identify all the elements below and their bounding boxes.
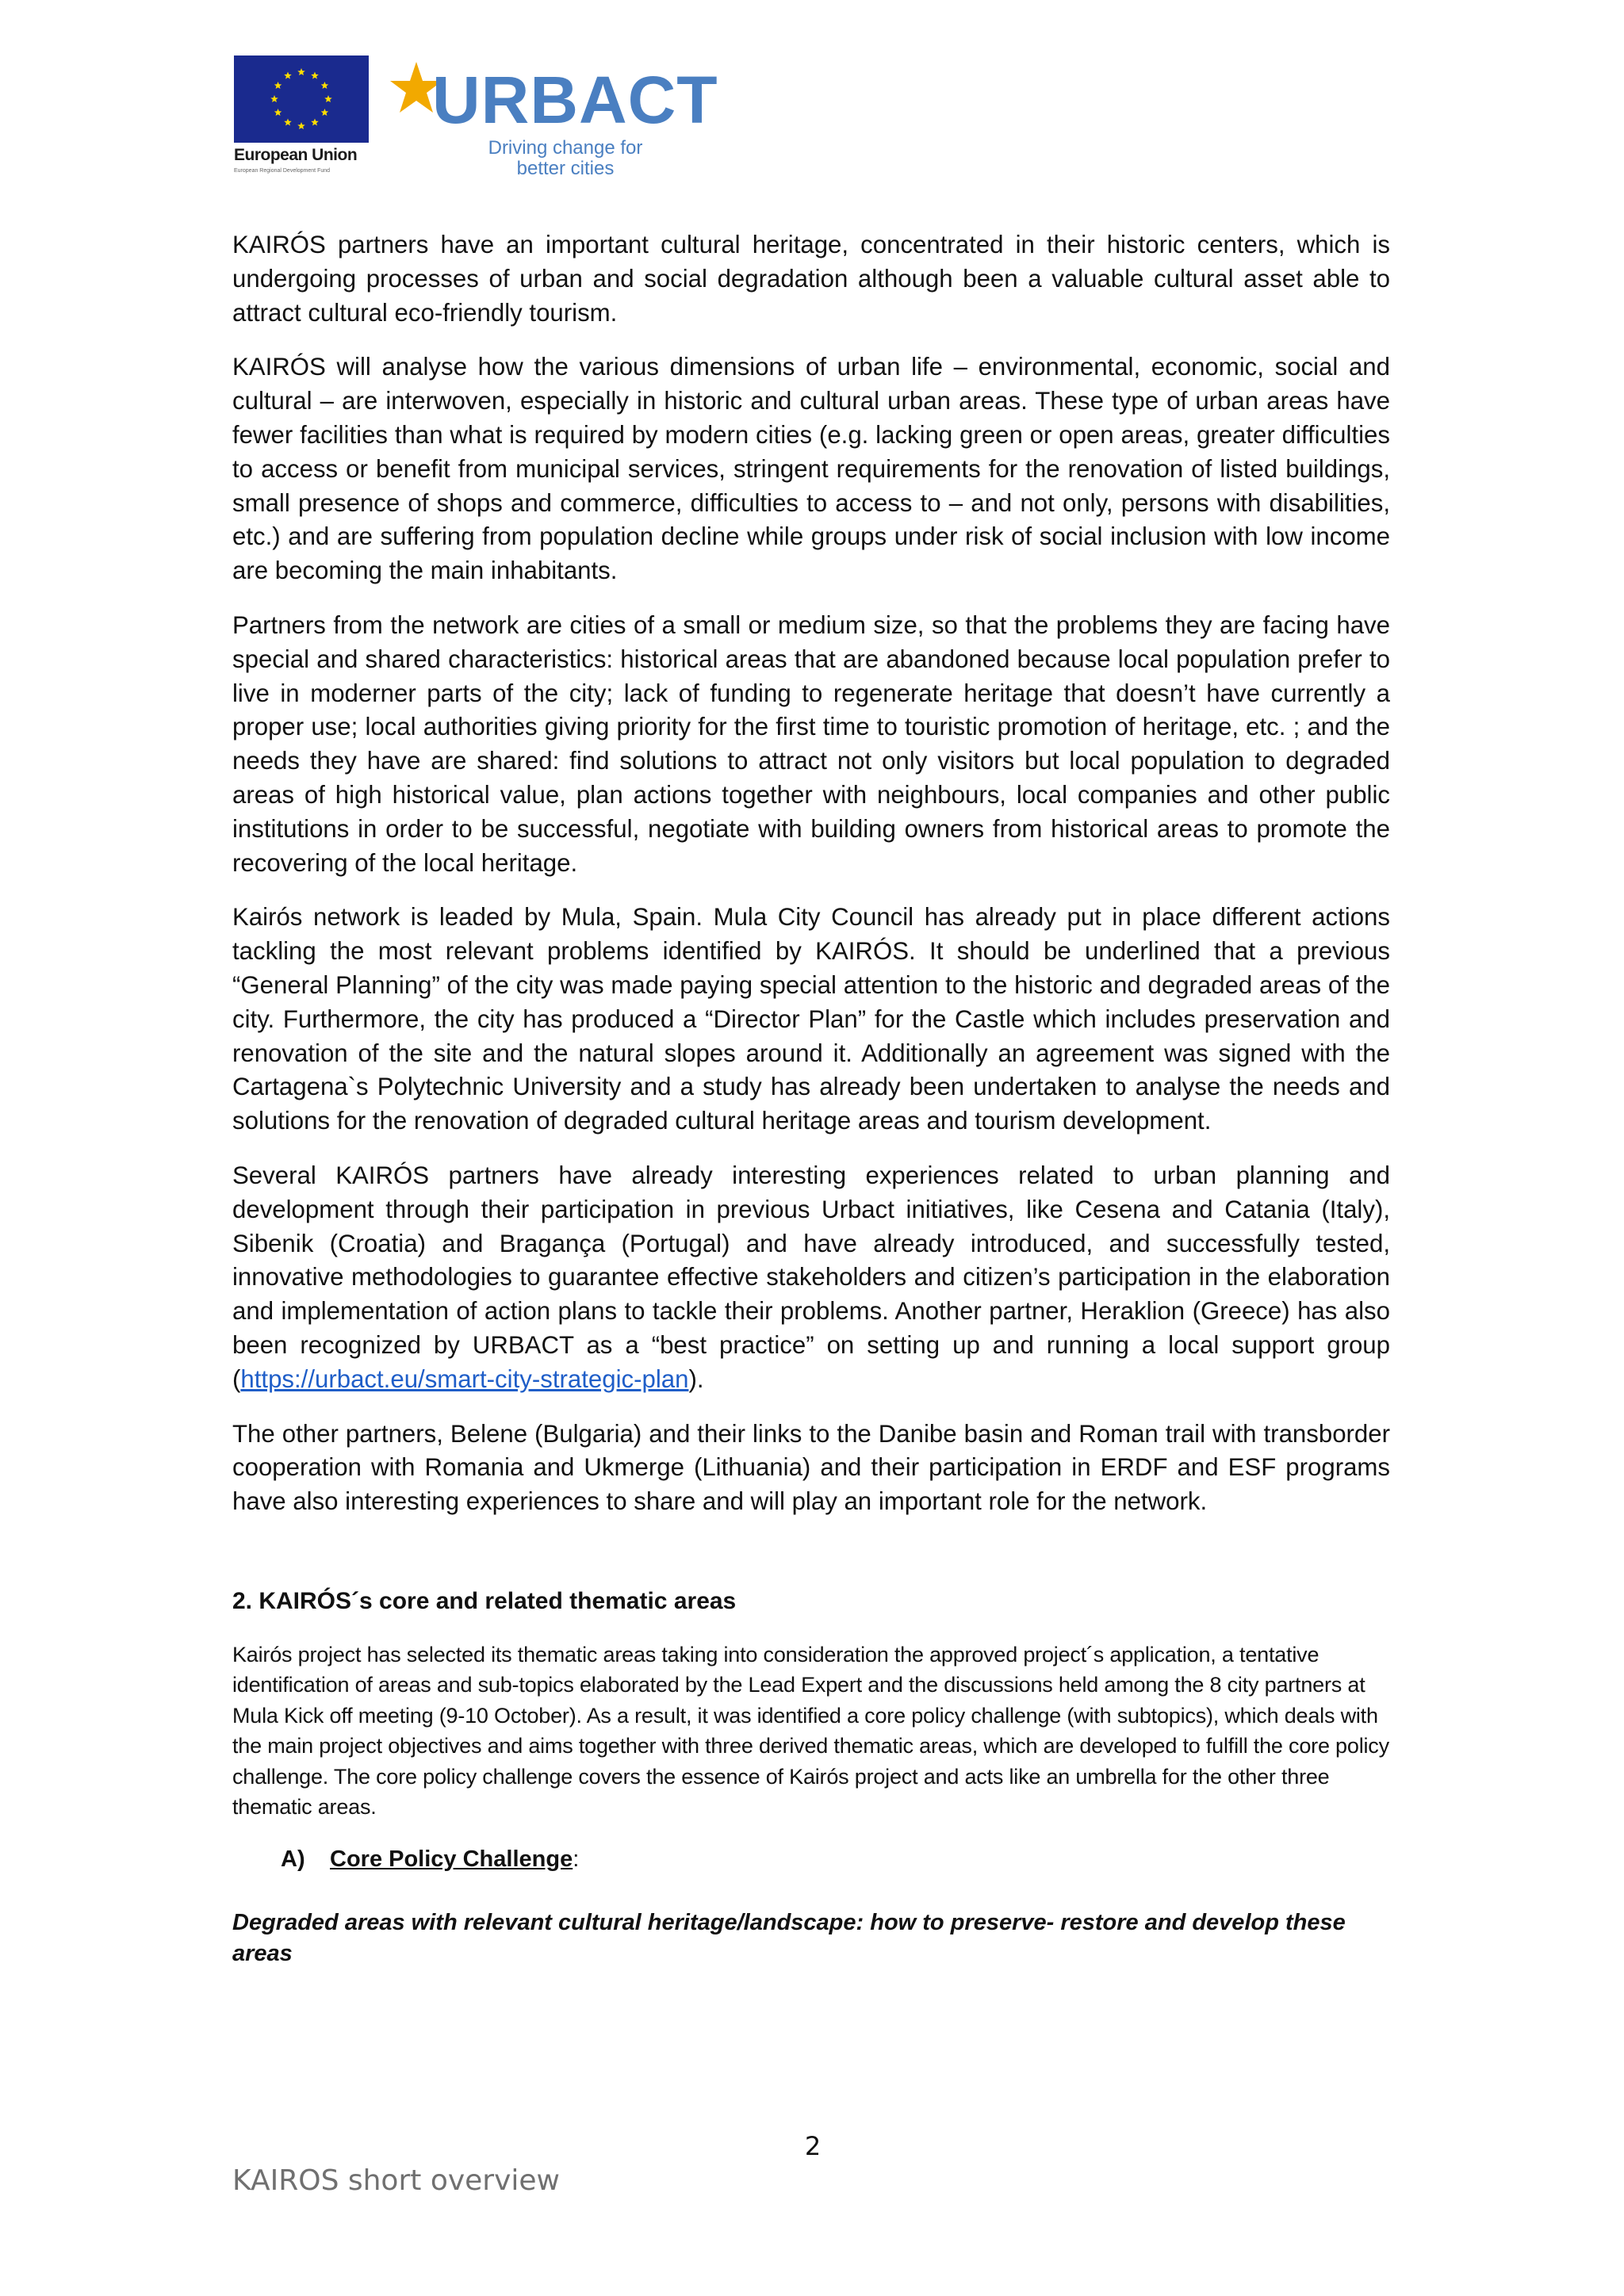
list-marker: A) xyxy=(281,1846,305,1872)
eu-star-icon xyxy=(321,109,329,116)
page-number: 2 xyxy=(804,2131,822,2161)
list-colon: : xyxy=(573,1846,580,1872)
paragraph-5-end: ). xyxy=(688,1364,704,1393)
paragraph-4: Kairós network is leaded by Mula, Spain. Mula City Council has already put in place different actions tackling the most relevant problems identified by KAIRÓS. It should be underlined that a previous “General Planning” of the city was made paying special attention to the historic and degraded areas of the city. Furthermore, the city has produced a “Director Plan” for the Castle which includes preservation and renovation of the site and the natural slopes around it. Additionally an agreement was signed with the Cartagena`s Polytechnic University and a study has already been undertaken to analyse the needs and solutions for the renovation of degraded cultural heritage areas and tourism development. xyxy=(232,903,1390,1135)
eu-star-icon xyxy=(297,68,305,75)
paragraph-2: KAIRÓS will analyse how the various dimensions of urban life – environmental, economic, social and cultural – are interwoven, especially in historic and cultural urban areas. These type of urban areas have fewer facilities than what is required by modern cities (e.g. lacking green or open areas, greater difficulties to access or benefit from municipal services, stringent requirements for the renovation of listed buildings, small presence of shops and commerce, difficulties to access to – and not only, persons with disabilities, etc.) and are suffering from population decline while groups under risk of social inclusion with low income are becoming the main inhabitants. xyxy=(232,353,1390,585)
eu-label: European Union xyxy=(234,146,358,164)
eu-star-icon xyxy=(311,118,319,125)
footer-doc-title: KAIROS short overview xyxy=(232,2164,560,2197)
paragraph-5 xyxy=(232,1159,1390,1397)
eu-flag-logo xyxy=(234,55,369,143)
eu-star-icon xyxy=(270,95,278,102)
strategic-plan-link[interactable]: https://urbact.eu/smart-city-strategic-plan xyxy=(240,1364,689,1393)
eu-sub-label: European Regional Development Fund xyxy=(234,168,331,174)
eu-star-icon xyxy=(321,82,329,89)
eu-star-icon xyxy=(284,72,292,79)
urbact-logo-text: URBACT xyxy=(432,63,718,137)
eu-star-icon xyxy=(274,109,282,116)
list-label: Core Policy Challenge xyxy=(330,1846,573,1872)
eu-star-icon xyxy=(311,72,319,79)
paragraph-6: The other partners, Belene (Bulgaria) and their links to the Danibe basin and Roman trail with transborder cooperation with Romania and Ukmerge (Lithuania) and their participation in ERDF and ESF programs have also interesting experiences to share and will play an important role for the network. xyxy=(232,1419,1390,1516)
urbact-tagline: Driving change for better cities xyxy=(488,137,643,179)
header-logos xyxy=(234,55,718,190)
paragraph-1: KAIRÓS partners have an important cultural heritage, concentrated in their historic centers, which is undergoing processes of urban and social degradation although been a valuable cultural asset able to attract cultural eco-friendly tourism. xyxy=(232,231,1390,327)
paragraph-5-text: Several KAIRÓS partners have already interesting experiences related to urban planning and development through their participation in previous Urbact initiatives, like Cesena and Catania (Italy), Sibenik (Croatia) and Bragança (Portugal) and have already introduced, and successfully tested, innovative methodologies to guarantee effective stakeholders and citizen’s participation in the elaboration and implementation of action plans to tackle their problems. Another partner, Heraklion (Greece) has also been recognized by URBACT as a “best practice” on setting up and running a local support group ( xyxy=(232,1161,1390,1393)
section-heading: 2. KAIRÓS´s core and related thematic areas xyxy=(232,1587,737,1614)
eu-star-icon xyxy=(284,118,292,125)
section-intro: Kairós project has selected its thematic areas taking into consideration the approved project´s application, a tentative identification of areas and sub-topics elaborated by the Lead Expert and the discussions held among the 8 city partners at Mula Kick off meeting (9-10 October). As a result, it was identified a core policy challenge (with subtopics), which deals with the main project objectives and aims together with three derived thematic areas, which are developed to fulfill the core policy challenge. The core policy challenge covers the essence of Kairós project and acts like an umbrella for the other three thematic areas. xyxy=(232,1642,1389,1820)
eu-star-icon xyxy=(274,82,282,89)
paragraph-3: Partners from the network are cities of a small or medium size, so that the problems they are facing have special and shared characteristics: historical areas that are abandoned because local population prefer to live in moderner parts of the city; lack of funding to regenerate heritage that doesn’t have currently a proper use; local authorities giving priority for the first time to touristic promotion of heritage, etc. ; and the needs they have are shared: find solutions to attract not only visitors but local population to degraded areas of high historical value, plan actions together with neighbours, local companies and other public institutions in order to be successful, negotiate with building owners from historical areas to promote the recovering of the local heritage. xyxy=(232,610,1390,877)
eu-star-icon xyxy=(297,122,305,129)
document-body xyxy=(232,228,1390,1969)
eu-star-icon xyxy=(324,95,332,102)
list-item-core-policy xyxy=(281,1846,1390,1873)
core-challenge-statement: Degraded areas with relevant cultural heritage/landscape: how to preserve- restore and develop these areas xyxy=(232,1909,1346,1966)
